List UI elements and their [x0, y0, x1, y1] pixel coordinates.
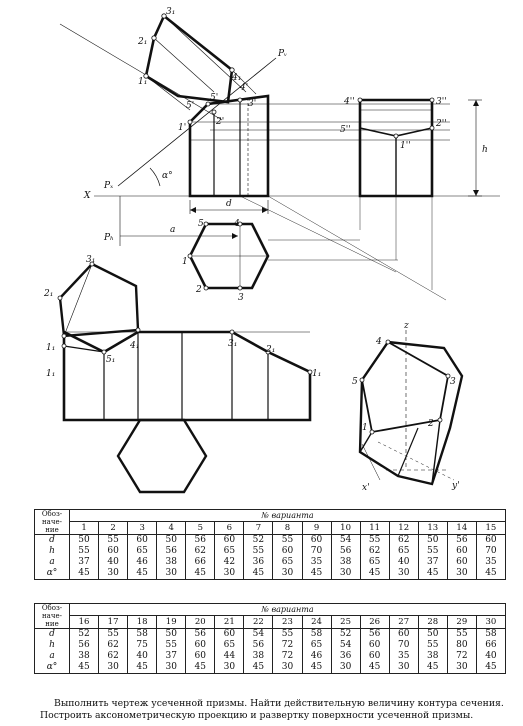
label-i1: 1: [362, 423, 368, 433]
value-cell: 60: [368, 640, 381, 650]
value-cell: 55: [368, 535, 381, 545]
variant-number: 27: [389, 616, 418, 629]
value-cell: 45: [194, 568, 206, 578]
axonometric-view: [360, 330, 462, 484]
variant-values: [360, 629, 389, 674]
param-label: a: [49, 557, 55, 567]
label-i3: 3: [450, 377, 456, 387]
variant-values: [302, 535, 331, 580]
value-cell: 62: [107, 651, 119, 661]
value-cell: 37: [78, 557, 90, 567]
value-cell: 70: [485, 546, 497, 556]
value-cell: 65: [136, 546, 148, 556]
label-i2: 2: [428, 419, 434, 429]
value-cell: 50: [78, 535, 90, 545]
value-cell: 45: [310, 662, 323, 672]
variant-number: 5: [186, 522, 215, 535]
value-cell: 30: [107, 662, 119, 672]
variant-number: 23: [273, 616, 302, 629]
value-cell: 45: [427, 662, 439, 672]
value-cell: 30: [397, 568, 410, 578]
variant-number: 13: [418, 522, 447, 535]
variant-values: [418, 535, 447, 580]
value-cell: 60: [485, 535, 497, 545]
param-label: h: [49, 640, 55, 650]
variant-number: 11: [360, 522, 389, 535]
variant-number: 1: [70, 522, 99, 535]
value-cell: 30: [165, 662, 177, 672]
value-cell: 56: [78, 640, 90, 650]
label-5p: 5': [186, 101, 195, 111]
value-cell: 45: [194, 662, 206, 672]
value-cell: 65: [223, 640, 236, 650]
value-cell: 60: [368, 651, 381, 661]
variant-number: 25: [331, 616, 360, 629]
variant-number: 26: [360, 616, 389, 629]
label-u4: 4₁: [130, 341, 140, 351]
value-cell: 60: [194, 651, 206, 661]
variant-number: 22: [244, 616, 273, 629]
value-cell: 30: [339, 662, 352, 672]
variant-values: [215, 535, 244, 580]
variant-number: 7: [244, 522, 273, 535]
value-cell: 30: [107, 568, 119, 578]
value-cell: 40: [485, 651, 497, 661]
variant-values: [186, 629, 215, 674]
value-cell: 35: [397, 651, 410, 661]
label-t5: 5: [198, 219, 204, 229]
label-d: d: [226, 199, 232, 209]
value-cell: 40: [107, 557, 119, 567]
value-cell: 45: [136, 662, 148, 672]
value-cell: 45: [368, 662, 381, 672]
value-cell: 56: [456, 535, 468, 545]
variant-number: 17: [99, 616, 128, 629]
variant-values: [476, 629, 505, 674]
task-text: Выполнить чертеж усеченной призмы. Найти действительную величину контура сечения. Построить аксонометрическую проекцию и развертку поверхности усеченной призмы.: [40, 698, 504, 721]
value-cell: 30: [223, 568, 236, 578]
value-cell: 50: [427, 629, 439, 639]
value-cell: 58: [485, 629, 497, 639]
value-cell: 36: [252, 557, 265, 567]
value-cell: 55: [252, 546, 265, 556]
value-cell: 72: [281, 651, 294, 661]
label-alpha: α°: [162, 171, 173, 181]
section-true-shape: [146, 16, 232, 102]
variant-number: 9: [302, 522, 331, 535]
value-cell: 56: [368, 629, 381, 639]
value-cell: 65: [397, 546, 410, 556]
value-cell: 40: [397, 557, 410, 567]
value-cell: 66: [485, 640, 497, 650]
value-cell: 60: [107, 546, 119, 556]
value-cell: 38: [165, 557, 177, 567]
label-3p: 3': [248, 99, 257, 109]
variant-values: [360, 535, 389, 580]
value-cell: 62: [107, 640, 119, 650]
value-cell: 50: [427, 535, 439, 545]
label-x: X: [84, 191, 91, 201]
value-cell: 55: [107, 629, 119, 639]
value-cell: 45: [310, 568, 323, 578]
front-view: [190, 96, 450, 196]
label-u1: 1₁: [46, 343, 56, 353]
label-1p: 1': [178, 123, 187, 133]
variant-values: [128, 629, 157, 674]
variant-values: [186, 535, 215, 580]
label-u1b: 1₁: [46, 369, 56, 379]
value-cell: 52: [78, 629, 90, 639]
variant-number: 12: [389, 522, 418, 535]
variant-number: 28: [418, 616, 447, 629]
variant-number: 2: [99, 522, 128, 535]
variant-values: [476, 535, 505, 580]
label-2pp: 2'': [436, 119, 447, 129]
value-cell: 45: [78, 568, 90, 578]
value-cell: 46: [310, 651, 323, 661]
label-u3r: 3₁: [228, 339, 238, 349]
value-cell: 50: [165, 629, 177, 639]
label-h: h: [482, 145, 488, 155]
variant-values: [273, 629, 302, 674]
value-cell: 45: [427, 568, 439, 578]
variant-number: 19: [157, 616, 186, 629]
value-cell: 55: [281, 535, 294, 545]
value-cell: 30: [281, 568, 294, 578]
param-labels: [35, 535, 70, 580]
value-cell: 35: [310, 557, 323, 567]
variant-caption: № варианта: [70, 510, 506, 522]
label-1pp: 1'': [400, 141, 411, 151]
value-cell: 60: [456, 557, 468, 567]
label-t2: 2: [196, 285, 202, 295]
value-cell: 56: [165, 546, 177, 556]
value-cell: 60: [397, 629, 410, 639]
variant-values: [244, 629, 273, 674]
label-3pp: 3'': [436, 97, 447, 107]
variant-values: [418, 629, 447, 674]
value-cell: 56: [339, 546, 352, 556]
variant-values: [70, 535, 99, 580]
value-cell: 60: [223, 535, 236, 545]
label-u1r: 1₁: [312, 369, 322, 379]
value-cell: 38: [252, 651, 265, 661]
value-cell: 55: [427, 546, 439, 556]
variant-number: 14: [447, 522, 476, 535]
value-cell: 45: [485, 662, 497, 672]
top-view: [120, 196, 268, 290]
variants-table-1: [34, 509, 506, 580]
side-view: [360, 100, 482, 196]
param-label: d: [49, 629, 55, 639]
variant-values: [70, 629, 99, 674]
value-cell: 38: [427, 651, 439, 661]
label-t3: 3: [238, 293, 244, 303]
value-cell: 56: [252, 640, 265, 650]
value-cell: 65: [223, 546, 236, 556]
variant-values: [157, 535, 186, 580]
variant-values: [447, 629, 476, 674]
value-cell: 30: [339, 568, 352, 578]
value-cell: 38: [339, 557, 352, 567]
variant-values: [447, 535, 476, 580]
value-cell: 54: [339, 640, 352, 650]
variant-values: [157, 629, 186, 674]
variant-caption: № варианта: [70, 604, 506, 616]
value-cell: 62: [397, 535, 410, 545]
label-2-1: 2₁: [138, 37, 148, 47]
value-cell: 55: [165, 640, 177, 650]
value-cell: 65: [281, 557, 294, 567]
value-cell: 46: [136, 557, 148, 567]
variant-values: [331, 629, 360, 674]
variant-number: 16: [70, 616, 99, 629]
variant-number: 10: [331, 522, 360, 535]
label-ph: Pₕ: [104, 233, 114, 243]
value-cell: 30: [223, 662, 236, 672]
param-labels: [35, 629, 70, 674]
variant-values: [302, 629, 331, 674]
variant-number: 24: [302, 616, 331, 629]
variant-number: 8: [273, 522, 302, 535]
variant-number: 20: [186, 616, 215, 629]
variant-values: [215, 629, 244, 674]
designation-header: Обоз- наче- ние: [35, 510, 70, 535]
label-u5: 5₁: [106, 355, 116, 365]
variant-number: 4: [157, 522, 186, 535]
value-cell: 60: [310, 535, 323, 545]
label-xp: x': [362, 483, 370, 493]
label-u2r: 2₁: [266, 345, 276, 355]
value-cell: 44: [223, 651, 236, 661]
variant-values: [128, 535, 157, 580]
value-cell: 45: [485, 568, 497, 578]
value-cell: 45: [368, 568, 381, 578]
value-cell: 30: [397, 662, 410, 672]
value-cell: 30: [165, 568, 177, 578]
value-cell: 58: [136, 629, 148, 639]
param-label: α°: [46, 568, 58, 578]
value-cell: 52: [252, 535, 265, 545]
value-cell: 55: [107, 535, 119, 545]
value-cell: 36: [339, 651, 352, 661]
value-cell: 42: [223, 557, 236, 567]
value-cell: 55: [281, 629, 294, 639]
value-cell: 66: [194, 557, 206, 567]
variant-number: 29: [447, 616, 476, 629]
value-cell: 45: [78, 662, 90, 672]
value-cell: 54: [339, 535, 352, 545]
variant-number: 3: [128, 522, 157, 535]
variant-values: [273, 535, 302, 580]
value-cell: 56: [194, 629, 206, 639]
value-cell: 55: [78, 546, 90, 556]
value-cell: 55: [427, 640, 439, 650]
label-yp: y': [452, 481, 460, 491]
value-cell: 62: [368, 546, 381, 556]
variant-number: 18: [128, 616, 157, 629]
value-cell: 30: [281, 662, 294, 672]
label-1-1: 1₁: [138, 77, 148, 87]
label-t4: 4: [234, 219, 240, 229]
label-px: Pₓ: [104, 181, 114, 191]
label-5p2: 5': [210, 93, 219, 103]
variant-values: [389, 535, 418, 580]
param-label: h: [49, 546, 55, 556]
value-cell: 55: [456, 629, 468, 639]
value-cell: 60: [194, 640, 206, 650]
label-z: z: [404, 321, 409, 331]
variant-values: [99, 629, 128, 674]
variant-number: 6: [215, 522, 244, 535]
value-cell: 45: [252, 568, 265, 578]
value-cell: 70: [397, 640, 410, 650]
value-cell: 65: [368, 557, 381, 567]
param-label: α°: [46, 662, 58, 672]
param-label: a: [49, 651, 55, 661]
value-cell: 60: [136, 535, 148, 545]
value-cell: 30: [456, 568, 468, 578]
label-3-1: 3₁: [166, 7, 176, 17]
label-2p: 2': [216, 117, 225, 127]
variant-values: [244, 535, 273, 580]
variant-number: 30: [476, 616, 505, 629]
value-cell: 72: [456, 651, 468, 661]
label-t1: 1: [182, 257, 188, 267]
value-cell: 75: [136, 640, 148, 650]
label-u2: 2₁: [44, 289, 54, 299]
label-4-1: 4₁: [232, 73, 242, 83]
value-cell: 70: [310, 546, 323, 556]
variant-values: [99, 535, 128, 580]
variant-number: 15: [476, 522, 505, 535]
value-cell: 60: [281, 546, 294, 556]
value-cell: 40: [136, 651, 148, 661]
value-cell: 62: [194, 546, 206, 556]
label-pv: Pᵥ: [278, 49, 288, 59]
label-i4: 4: [376, 337, 382, 347]
label-u3: 3₁: [86, 255, 96, 265]
value-cell: 80: [456, 640, 468, 650]
value-cell: 52: [339, 629, 352, 639]
value-cell: 60: [456, 546, 468, 556]
surface-development: [60, 264, 310, 492]
value-cell: 30: [456, 662, 468, 672]
variant-number: 21: [215, 616, 244, 629]
value-cell: 45: [252, 662, 265, 672]
value-cell: 58: [310, 629, 323, 639]
value-cell: 35: [485, 557, 497, 567]
value-cell: 65: [310, 640, 323, 650]
value-cell: 72: [281, 640, 294, 650]
value-cell: 38: [78, 651, 90, 661]
label-i5: 5: [352, 377, 358, 387]
value-cell: 60: [223, 629, 236, 639]
value-cell: 45: [136, 568, 148, 578]
variant-values: [389, 629, 418, 674]
designation-header: Обоз- наче- ние: [35, 604, 70, 629]
value-cell: 37: [427, 557, 439, 567]
label-4pp: 4'': [344, 97, 355, 107]
param-label: d: [49, 535, 55, 545]
value-cell: 50: [165, 535, 177, 545]
value-cell: 37: [165, 651, 177, 661]
value-cell: 54: [252, 629, 265, 639]
label-4p: 4': [240, 83, 249, 93]
value-cell: 56: [194, 535, 206, 545]
label-5pp: 5'': [340, 125, 351, 135]
variant-values: [331, 535, 360, 580]
variants-table-2: [34, 603, 506, 674]
label-a: a: [170, 225, 176, 235]
